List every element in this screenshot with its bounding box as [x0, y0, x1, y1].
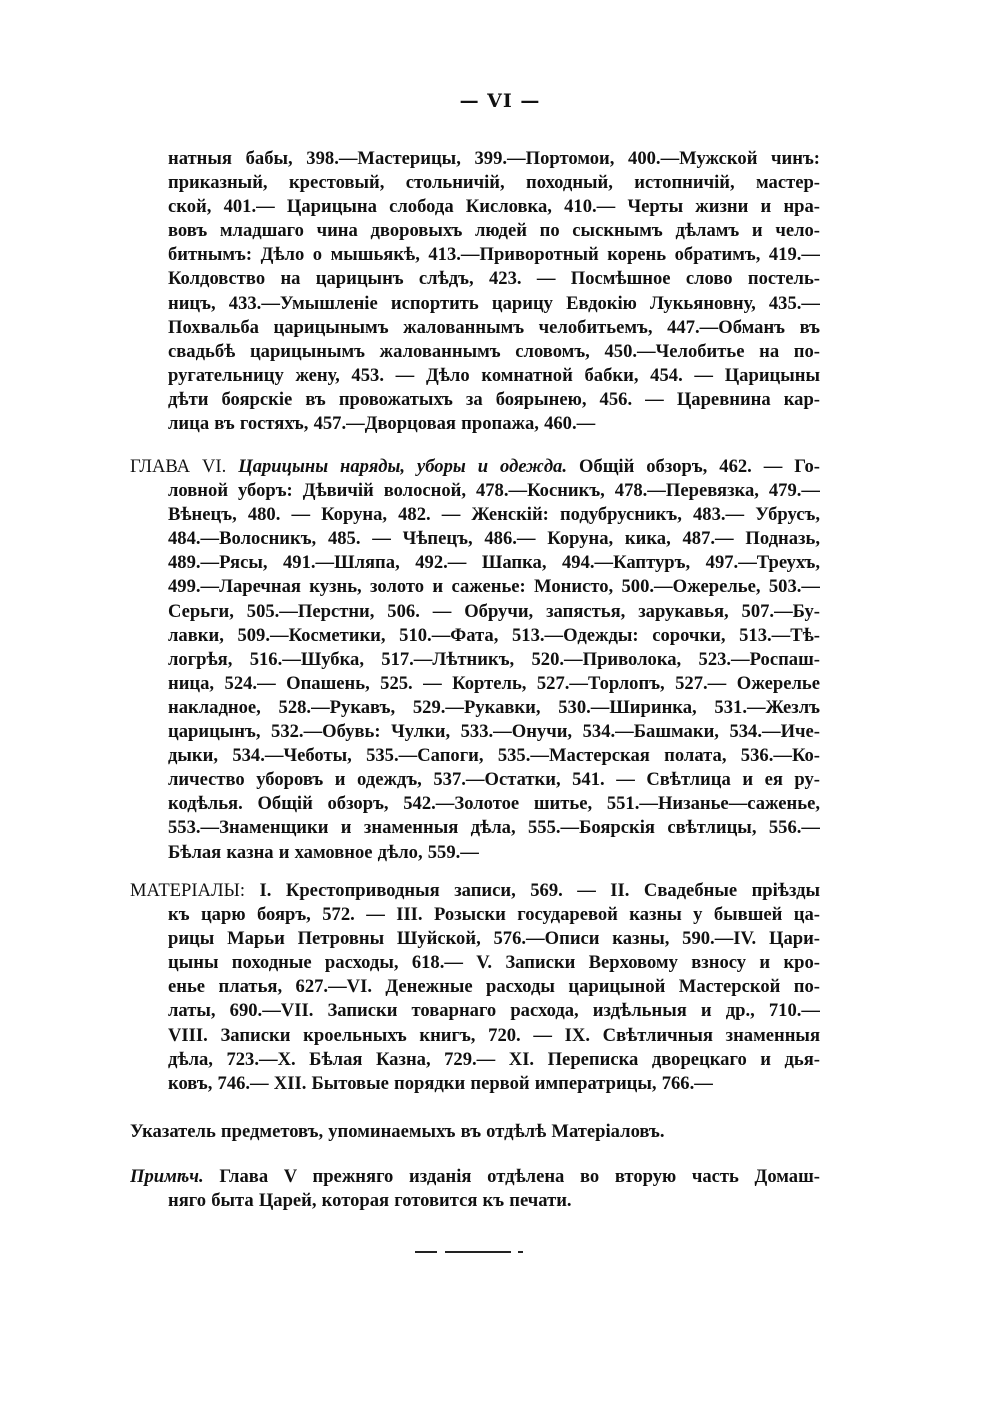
index-line: Указатель предметовъ, упоминаемыхъ въ отдѣлѣ Матеріаловъ.	[130, 1121, 665, 1142]
page-number: — VI —	[459, 90, 541, 112]
chapter-6-entry	[130, 455, 820, 865]
note-entry	[130, 1165, 820, 1213]
text-line: кодѣлья. Общій обзоръ, 542.—Золотое шитье, 551.—Низанье—саженье,	[168, 793, 820, 815]
note-second-line: няго быта Царей, которая готовится къ печати.	[168, 1190, 572, 1212]
text-line: ковъ, 746.— XII. Бытовые порядки первой императрицы, 766.—	[168, 1072, 713, 1094]
chapter-6-first-line-rest: Общій обзоръ, 462. — Го-	[578, 456, 820, 477]
text-line: ница, 524.— Опашень, 525. — Кортель, 527.—Торлопъ, 527.— Ожерелье	[168, 672, 820, 694]
text-line: VIII. Записки кроельныхъ книгъ, 720. — IX. Свѣтличныя знаменныя	[168, 1024, 820, 1046]
text-line: накладное, 528.—Рукавъ, 529.—Рукавки, 530.—Ширинка, 531.—Жезлъ	[168, 696, 820, 718]
text-line: цыны походные расходы, 618.— V. Записки Верховому взносу и кро-	[168, 952, 820, 974]
text-line: ской, 401.— Царицына слобода Кисловка, 410.— Черты жизни и нра-	[168, 196, 820, 218]
chapter-6-heading: ГЛАВА VI.	[130, 456, 227, 477]
text-line: дѣти боярскіе въ провожатыхъ за боярынею, 456. — Царевнина кар-	[168, 388, 820, 410]
text-line: латы, 690.—VII. Записки товарнаго расхода, издѣльныя и др., 710.—	[168, 1000, 820, 1022]
text-line: логрѣя, 516.—Шубка, 517.—Лѣтникъ, 520.—Приволока, 523.—Роспаш-	[168, 648, 820, 670]
text-line: лица въ гостяхъ, 457.—Дворцовая пропажа, 460.—	[168, 413, 596, 435]
text-line: Серьги, 505.—Перстни, 506. — Обручи, запястья, зарукавья, 507.—Бу-	[168, 600, 820, 622]
note-label: Примѣч.	[130, 1166, 204, 1187]
materials-heading: МАТЕРІАЛЫ:	[130, 880, 245, 901]
text-line: 484.—Волосникъ, 485. — Чѣпецъ, 486.— Коруна, кика, 487.— Подназь,	[168, 528, 820, 550]
text-line: ругательницу жену, 453. — Дѣло комнатной бабки, 454. — Царицыны	[168, 364, 820, 386]
materials-entry	[130, 879, 820, 1096]
text-line: Вѣнецъ, 480. — Коруна, 482. — Женскій: подубрусникъ, 483.— Убрусъ,	[168, 504, 820, 526]
note-first-line-rest: Глава V прежняго изданія отдѣлена во вторую часть Домаш-	[219, 1166, 820, 1187]
text-line: Похвальба царицынымъ жалованнымъ челобитьемъ, 447.—Обманъ въ	[168, 316, 820, 338]
chapter-6-first-line	[130, 455, 820, 479]
note-first-line	[130, 1165, 820, 1189]
text-line: 499.—Ларечная кузнь, золото и саженье: Монисто, 500.—Ожерелье, 503.—	[168, 576, 820, 598]
text-line: ловной уборъ: Дѣвичій волосной, 478.—Косникъ, 478.—Перевязка, 479.—	[168, 480, 820, 502]
text-line: 489.—Рясы, 491.—Шляпа, 492.— Шапка, 494.—Каптуръ, 497.—Треухъ,	[168, 552, 820, 574]
end-rule-divider	[415, 1251, 525, 1253]
chapter-6-title: Царицыны наряды, уборы и одежда.	[238, 456, 567, 477]
text-line: дыки, 534.—Чеботы, 535.—Сапоги, 535.—Мастерская полата, 536.—Ко-	[168, 745, 820, 767]
text-line: натныя бабы, 398.—Мастерицы, 399.—Портомои, 400.—Мужской чинъ:	[168, 148, 820, 169]
continuation-paragraph	[168, 147, 820, 436]
text-line: къ царю бояръ, 572. — III. Розыски государевой казны у бывшей ца-	[168, 904, 820, 926]
text-line: Колдовство на царицынъ слѣдъ, 423. — Посмѣшное слово постель-	[168, 268, 820, 290]
text-line: лавки, 509.—Косметики, 510.—Фата, 513.—Одежды: сорочки, 513.—Тѣ-	[168, 624, 820, 646]
text-line: дѣла, 723.—X. Бѣлая Казна, 729.— XI. Переписка дворецкаго и дья-	[168, 1048, 820, 1070]
index-entry	[130, 1120, 820, 1144]
text-line: Бѣлая казна и хамовное дѣло, 559.—	[168, 841, 479, 863]
text-line: енье платья, 627.—VI. Денежные расходы царицыной Мастерской по-	[168, 976, 820, 998]
materials-first-line	[130, 879, 820, 903]
materials-first-line-rest: I. Крестоприводныя записи, 569. — II. Свадебные пріѣзды	[259, 880, 820, 901]
text-line: вовъ младшаго чина дворовыхъ людей по сыскнымъ дѣламъ и чело-	[168, 220, 820, 242]
text-line: приказный, крестовый, стольничій, походный, истопничій, мастер-	[168, 172, 820, 194]
text-line: ницъ, 433.—Умышленіе испортить царицу Евдокію Лукьяновну, 435.—	[168, 292, 820, 314]
text-line: рицы Марьи Петровны Шуйской, 576.—Описи казны, 590.—IV. Цари-	[168, 928, 820, 950]
text-line: личество уборовъ и одеждъ, 537.—Остатки, 541. — Свѣтлица и ея ру-	[168, 769, 820, 791]
text-line: свадьбѣ царицынымъ жалованнымъ словомъ, 450.—Челобитье на по-	[168, 340, 820, 362]
text-line: 553.—Знаменщики и знаменныя дѣла, 555.—Боярскія свѣтлицы, 556.—	[168, 817, 820, 839]
text-line: битнымъ: Дѣло о мышьякѣ, 413.—Приворотный корень обратимъ, 419.—	[168, 244, 820, 266]
text-line: царицынъ, 532.—Обувь: Чулки, 533.—Онучи, 534.—Башмаки, 534.—Иче-	[168, 721, 820, 743]
